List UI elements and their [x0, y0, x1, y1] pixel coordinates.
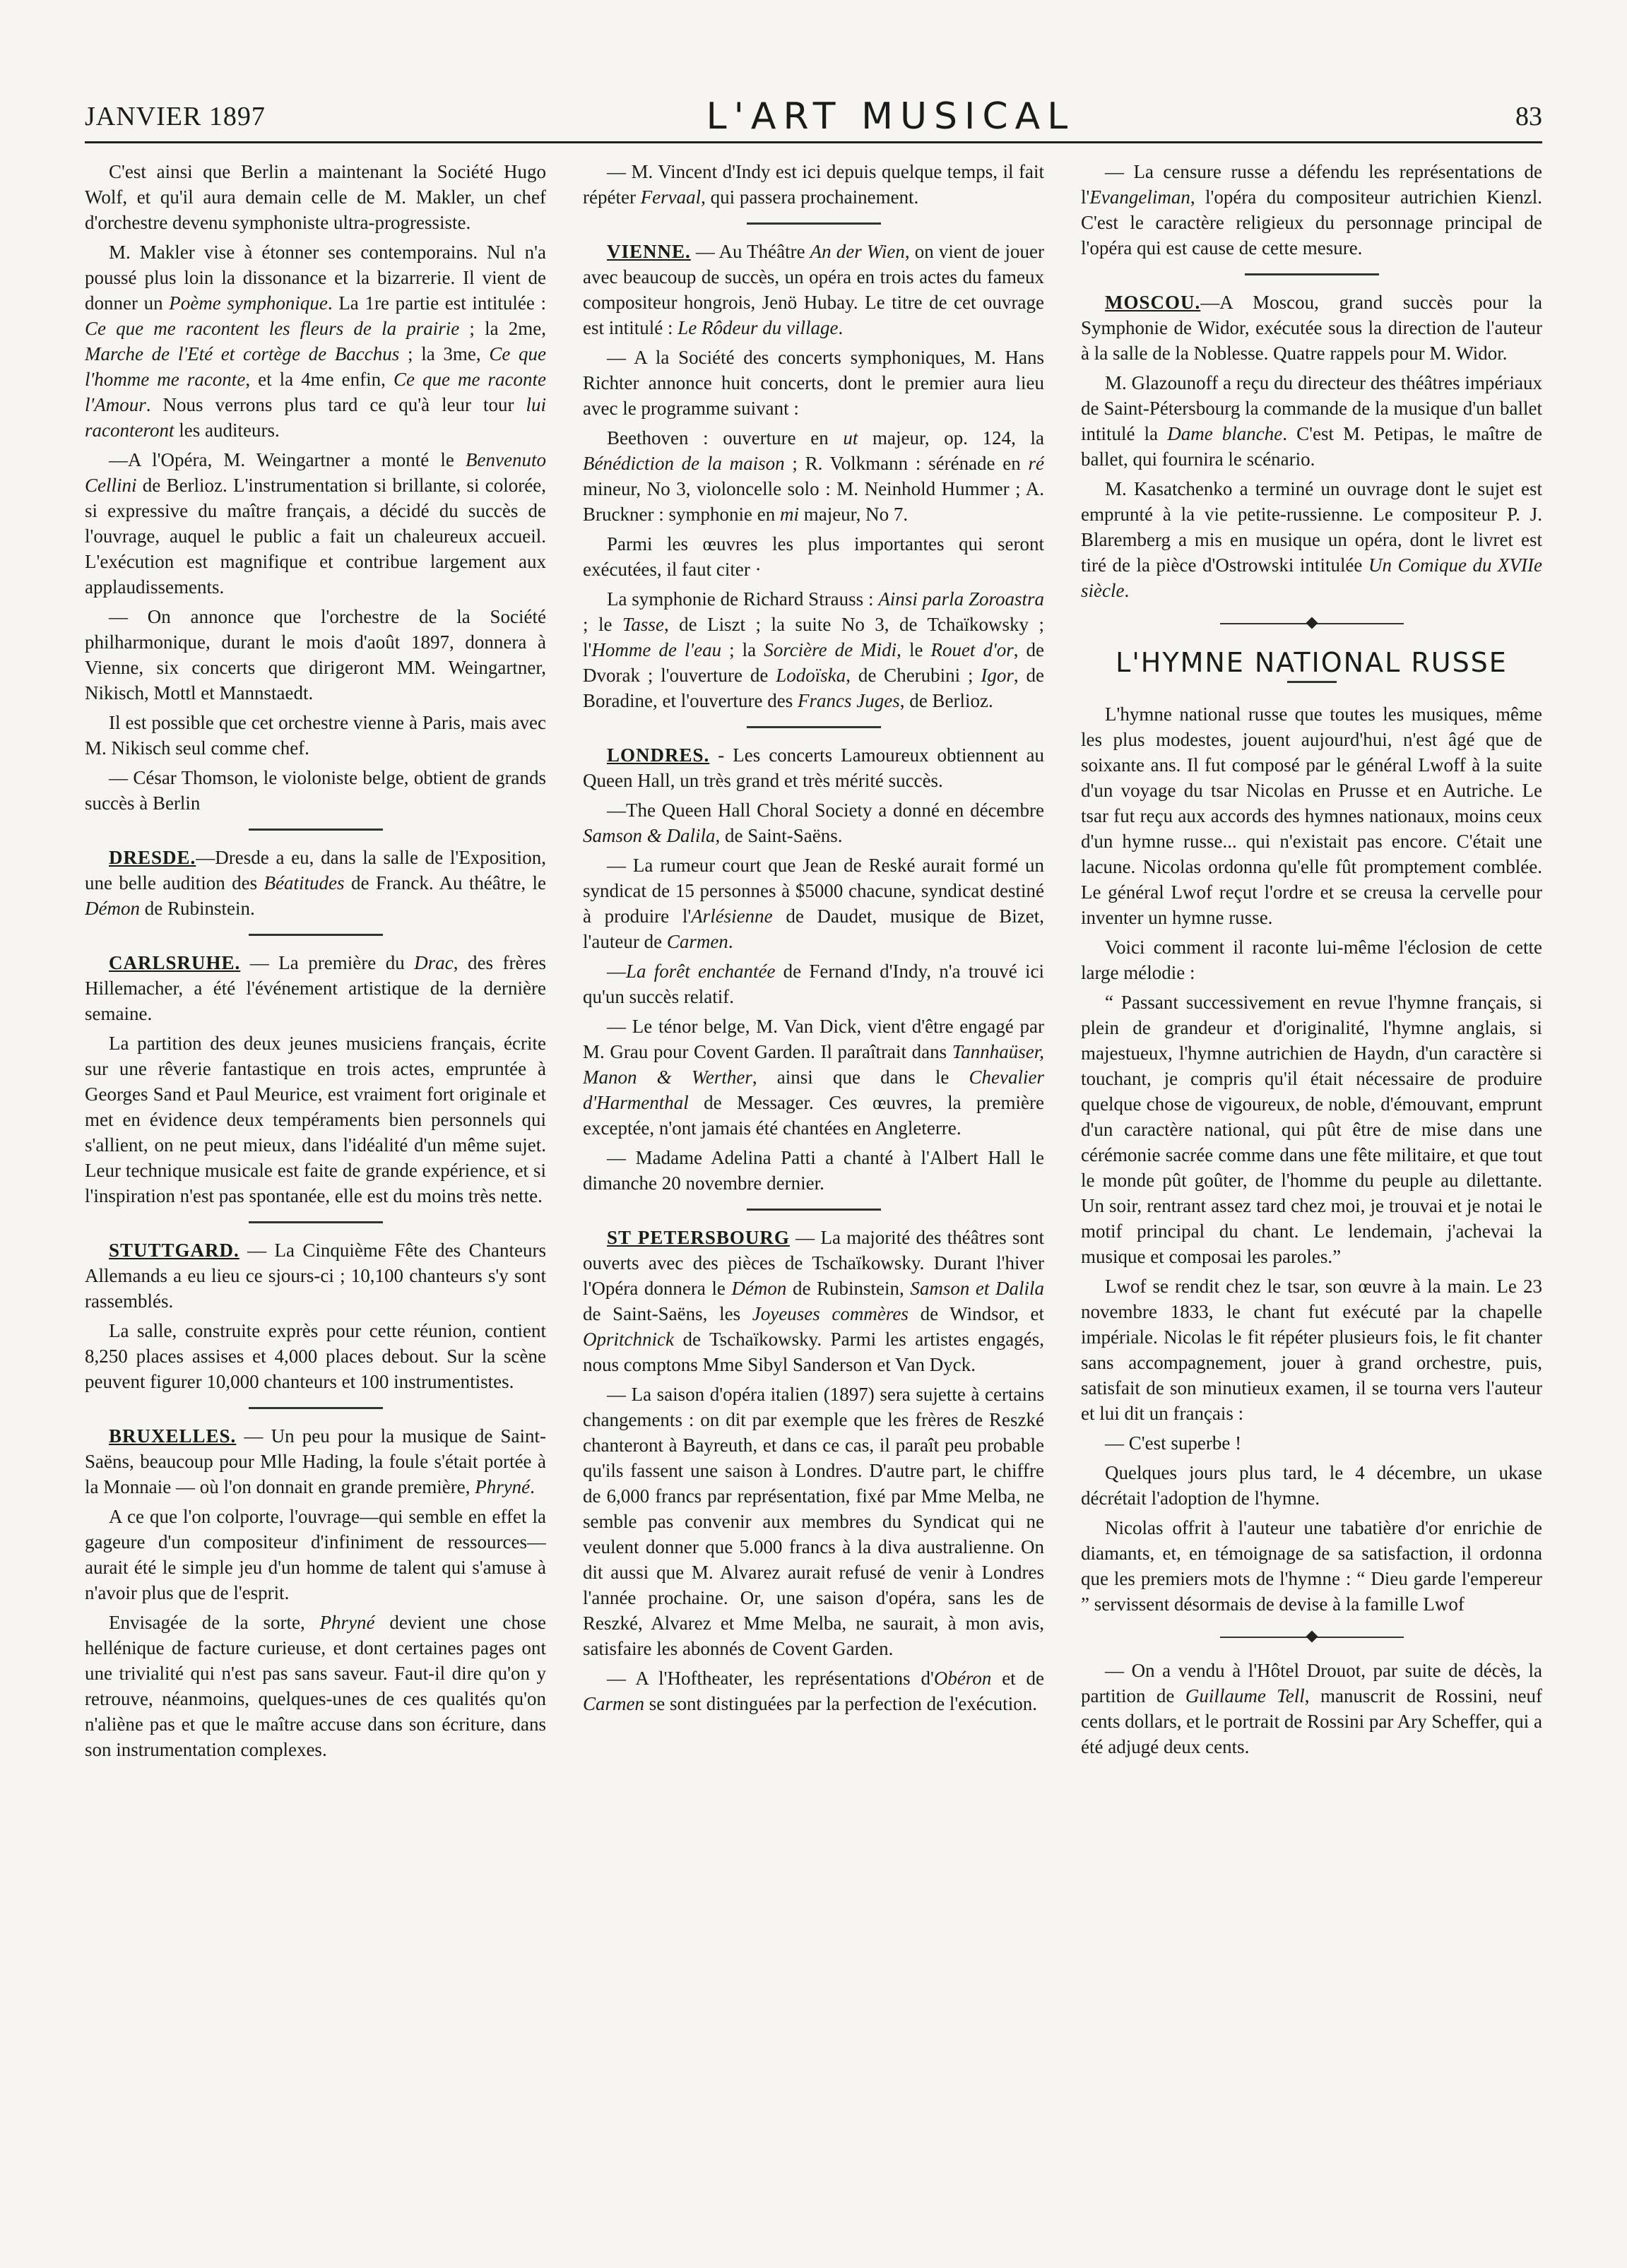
city-heading: LONDRES. — [607, 744, 710, 766]
city-heading: ST PETERSBOURG — [607, 1227, 790, 1248]
article-title: L'HYMNE NATIONAL RUSSE — [1116, 647, 1508, 678]
paragraph: Beethoven : ouverture en ut majeur, op. 124, la Bénédiction de la maison ; R. Volkmann : sérénade en ré mineur, No 3, violoncelle solo : M. Neinhold Hummer ; A. Bruckner : symphonie en mi majeur, No 7. — [583, 427, 1044, 525]
paragraph: La partition des deux jeunes musiciens français, écrite sur une rêverie fantastique en trois actes, empruntée à Georges Sand et Paul Meurice, est vraiment fort originale et met en évidence deux tempéraments bien personnels qui s'allient, on ne peut mieux, dans l'idéalité d'un même sujet. Leur technique musicale est faite de grande expérience, et si l'inspiration n'est pas spontanée, elle est du moins très nette. — [85, 1033, 546, 1206]
londres-section: LONDRES. - Les concerts Lamoureux obtiennent au Queen Hall, un très grand et très mérité succès. — [583, 744, 1044, 791]
paragraph: Lwof se rendit chez le tsar, son œuvre à la main. Le 23 novembre 1833, le chant fut exécuté par la chapelle impériale. Nicolas le fit répéter plusieurs fois, le fit chanter sans accompagnement, jouer à grand orchestre, puis, satisfait de son minutieux examen, il se tourna vers l'auteur et lui dit un français : — [1081, 1276, 1542, 1424]
paragraph: — M. Vincent d'Indy est ici depuis quelque temps, il fait répéter Fervaal, qui passera prochainement. — [583, 161, 1044, 208]
paragraph: — A la Société des concerts symphoniques, M. Hans Richter annonce huit concerts, dont le premier aura lieu avec le programme suivant : — [583, 347, 1044, 419]
city-heading: MOSCOU. — [1105, 292, 1201, 313]
bruxelles-section: BRUXELLES. — Un peu pour la musique de Saint-Saëns, beaucoup pour Mlle Hading, la foule s'était portée à la Monnaie — où l'on donnait en grande première, Phryné. — [85, 1425, 546, 1497]
paragraph: —La forêt enchantée de Fernand d'Indy, n'a trouvé ici qu'un succès relatif. — [583, 961, 1044, 1007]
columns — [85, 159, 1542, 2219]
carlsruhe-section: CARLSRUHE. — La première du Drac, des frères Hillemacher, a été l'événement artistique de la dernière semaine. — [85, 952, 546, 1024]
paragraph: — Le ténor belge, M. Van Dick, vient d'être engagé par M. Grau pour Covent Garden. Il paraîtrait dans Tannhaüser, Manon & Werther, ainsi que dans le Chevalier d'Harmenthal de Messager. Ces œuvres, la première exceptée, n'ont jamais été chantées en Angleterre. — [583, 1016, 1044, 1139]
column-3 — [1081, 159, 1542, 2219]
page-header — [85, 92, 1542, 143]
section-divider — [1245, 273, 1379, 275]
city-heading: VIENNE. — [607, 241, 691, 262]
paragraph: Parmi les œuvres les plus importantes qui seront exécutées, il faut citer · — [583, 533, 1044, 580]
paragraph: Quelques jours plus tard, le 4 décembre, un ukase décrétait l'adoption de l'hymne. — [1081, 1462, 1542, 1509]
diamond-icon — [1306, 617, 1318, 629]
paragraph: L'hymne national russe que toutes les musiques, même les plus modestes, jouent aujourd'hui, n'est âgé que de soixante ans. Il fut composé par le général Lwoff à la suite d'un voyage du tsar Nicolas en Prusse et en Autriche. Le tsar fut reçu aux accords des hymnes nationaux, moins ceux d'un hymne russe... qui n'existait pas encore. C'était une lacune. Nicolas ordonna qu'elle fût promptement comblée. Le général Lwof reçut l'ordre et se creusa la cervelle pour inventer un hymne russe. — [1081, 703, 1542, 928]
city-heading: STUTTGARD. — [109, 1240, 239, 1261]
paragraph: La salle, construite exprès pour cette réunion, contient 8,250 places assises et 4,000 places debout. Sur la scène peuvent figurer 10,000 chanteurs et 100 instrumentistes. — [85, 1320, 546, 1392]
paragraph: C'est ainsi que Berlin a maintenant la Société Hugo Wolf, et qu'il aura demain celle de M. Makler, un chef d'orchestre devenu symphoniste ultra-progressiste. — [85, 161, 546, 233]
paragraph: — Madame Adelina Patti a chanté à l'Albert Hall le dimanche 20 novembre dernier. — [583, 1147, 1044, 1194]
paragraph: —The Queen Hall Choral Society a donné en décembre Samson & Dalila, de Saint-Saëns. — [583, 800, 1044, 846]
paragraph: — On annonce que l'orchestre de la Société philharmonique, durant le mois d'août 1897, donnera à Vienne, six concerts que dirigeront MM. Weingartner, Nikisch, Mottl et Mannstaedt. — [85, 606, 546, 703]
section-divider — [249, 934, 383, 936]
paragraph: — La rumeur court que Jean de Reské aurait formé un syndicat de 15 personnes à $5000 chacune, syndicat destiné à produire l'Arlésienne de Daudet, musique de Bizet, l'auteur de Carmen. — [583, 855, 1044, 952]
section-divider — [747, 222, 881, 225]
paragraph: Il est possible que cet orchestre vienne à Paris, mais avec M. Nikisch seul comme chef. — [85, 712, 546, 759]
paragraph: Voici comment il raconte lui-même l'éclosion de cette large mélodie : — [1081, 937, 1542, 983]
paragraph: — La saison d'opéra italien (1897) sera sujette à certains changements : on dit par exemple que les frères de Reszké chanteront à Bayreuth, et dans ce cas, il paraît peu probable qu'ils fassent une saison à Londres. D'autre part, le chiffre de 6,000 francs par représentation, fixé par Mme Melba, ne semble pas convenir aux membres du Syndicat qui ne veulent donner que 5.000 francs à la diva australienne. On dit aussi que M. Alvarez aurait refusé de venir à Londres l'année prochaine. Or, une saison d'opéra, sans les de Reszké, Alvarez et Mme Melba, ne saurait, à mon avis, satisfaire les abonnés de Covent Garden. — [583, 1384, 1044, 1659]
title-underline — [1287, 681, 1337, 683]
diamond-icon — [1306, 1631, 1318, 1643]
paragraph: Envisagée de la sorte, Phryné devient une chose hellénique de facture curieuse, et dont certaines pages ont une trivialité qui n'est pas sans saveur. Faut-il dire qu'on y retrouve, néanmoins, quelques-unes de ces qualités qu'on n'aliène pas et que le maître accuse dans son écriture, dans son instrumentation complexes. — [85, 1612, 546, 1760]
ornament-divider — [1220, 619, 1404, 629]
paragraph: — On a vendu à l'Hôtel Drouot, par suite de décès, la partition de Guillaume Tell, manuscrit de Rossini, neuf cents dollars, et le portrait de Rossini par Ary Scheffer, qui a été adjugé deux cents. — [1081, 1660, 1542, 1757]
section-divider — [249, 829, 383, 831]
paragraph: A ce que l'on colporte, l'ouvrage—qui semble en effet la gageure d'un compositeur d'infiniment de ressources— aurait été le simple jeu d'un homme de talent qui s'amuse à n'avoir plus que de l'esprit. — [85, 1506, 546, 1603]
paragraph: M. Kasatchenko a terminé un ouvrage dont le sujet est emprunté à la vie petite-russienne. Le compositeur P. J. Blaremberg a mis en musique un opéra, dont le livret est tiré de la pièce d'Ostrowski intitulée Un Comique du XVIIe siècle. — [1081, 478, 1542, 601]
section-divider — [747, 726, 881, 728]
masthead-title: L'ART MUSICAL — [706, 95, 1075, 138]
dresde-section: DRESDE.—Dresde a eu, dans la salle de l'Exposition, une belle audition des Béatitudes de Franck. Au théâtre, le Démon de Rubinstein. — [85, 847, 546, 919]
stuttgard-section: STUTTGARD. — La Cinquième Fête des Chanteurs Allemands a eu lieu ce sjours-ci ; 10,100 chanteurs s'y sont rassemblés. — [85, 1240, 546, 1312]
ornament-divider — [1220, 1632, 1404, 1642]
city-heading: CARLSRUHE. — [109, 952, 241, 973]
city-heading: BRUXELLES. — [109, 1425, 237, 1447]
paragraph: — César Thomson, le violoniste belge, obtient de grands succès à Berlin — [85, 767, 546, 814]
paragraph: — La censure russe a défendu les représentations de l'Evangeliman, l'opéra du compositeur autrichien Kienzl. C'est le caractère religieux du personnage principal de l'opéra qui est cause de cette mesure. — [1081, 161, 1542, 259]
city-heading: DRESDE. — [109, 847, 196, 868]
section-divider — [249, 1407, 383, 1409]
paragraph: M. Makler vise à étonner ses contemporains. Nul n'a poussé plus loin la dissonance et la bizarrerie. Il vient de donner un Poème symphonique. La 1re partie est intitulée : Ce que me racontent les fleurs de la prairie ; la 2me, Marche de l'Eté et cortège de Bacchus ; la 3me, Ce que l'homme me raconte, et la 4me enfin, Ce que me raconte l'Amour. Nous verrons plus tard ce qu'à leur tour lui raconteront les auditeurs. — [85, 242, 546, 441]
paragraph: — A l'Hoftheater, les représentations d'Obéron et de Carmen se sont distinguées par la perfection de l'exécution. — [583, 1668, 1044, 1714]
section-divider — [747, 1209, 881, 1211]
paragraph: — C'est superbe ! — [1105, 1432, 1242, 1454]
quote-paragraph: “ Passant successivement en revue l'hymne français, si plein de grandeur et d'originalité, l'hymne anglais, si majestueux, l'hymne autrichien de Haydn, d'un caractère si touchant, je compris qu'il était nécessaire de produire quelque chose de vigoureux, de noble, d'émouvant, emprunt d'un caractère national, qui pût être de mise dans une cérémonie sacrée comme dans une fête militaire, et que tout le monde pût goûter, de l'homme du peuple au dilettante. Un soir, rentrant assez tard chez moi, je trouvai et je notai le motif principal du chant. Le lendemain, j'achevai la musique et composai les paroles.” — [1081, 992, 1542, 1267]
st-petersbourg-section: ST PETERSBOURG — La majorité des théâtres sont ouverts avec des pièces de Tschaïkowsky. Durant l'hiver l'Opéra donnera le Démon de Rubinstein, Samson et Dalila de Saint-Saëns, les Joyeuses commères de Windsor, et Opritchnick de Tschaïkowsky. Parmi les artistes engagés, nous comptons Mme Sibyl Sanderson et Van Dyck. — [583, 1227, 1044, 1375]
paragraph: M. Glazounoff a reçu du directeur des théâtres impériaux de Saint-Pétersbourg la commande de la musique d'un ballet intitulé la Dame blanche. C'est M. Petipas, le maître de ballet, qui fournira le scénario. — [1081, 372, 1542, 470]
column-1 — [85, 159, 546, 2219]
paragraph: La symphonie de Richard Strauss : Ainsi parla Zoroastra ; le Tasse, de Liszt ; la suite No 3, de Tchaïkowsky ; l'Homme de l'eau ; la Sorcière de Midi, le Rouet d'or, de Dvorak ; l'ouverture de Lodoïska, de Cherubini ; Igor, de Boradine, et l'ouverture des Francs Juges, de Berlioz. — [583, 588, 1044, 711]
vienne-section: VIENNE. — Au Théâtre An der Wien, on vient de jouer avec beaucoup de succès, un opéra en trois actes du fameux compositeur hongrois, Jenö Hubay. Le titre de cet ouvrage est intitulé : Le Rôdeur du village. — [583, 241, 1044, 338]
column-2 — [583, 159, 1044, 2219]
page-number: 83 — [1515, 102, 1542, 131]
section-divider — [249, 1221, 383, 1223]
paragraph: —A l'Opéra, M. Weingartner a monté le Benvenuto Cellini de Berlioz. L'instrumentation si brillante, si colorée, si expressive du maître français, a décidé du succès de l'ouvrage, auquel le public a fait un chaleureux accueil. L'exécution est magnifique et contribue largement aux applaudissements. — [85, 449, 546, 598]
issue-date: JANVIER 1897 — [85, 102, 266, 131]
paragraph: Nicolas offrit à l'auteur une tabatière d'or enrichie de diamants, et, en témoignage de sa satisfaction, il ordonna que les premiers mots de l'hymne : “ Dieu garde l'empereur ” servissent désormais de devise à la famille Lwof — [1081, 1517, 1542, 1615]
moscou-section: MOSCOU.—A Moscou, grand succès pour la Symphonie de Widor, exécutée sous la direction de l'auteur à la salle de la Noblesse. Quatre rappels pour M. Widor. — [1081, 292, 1542, 364]
